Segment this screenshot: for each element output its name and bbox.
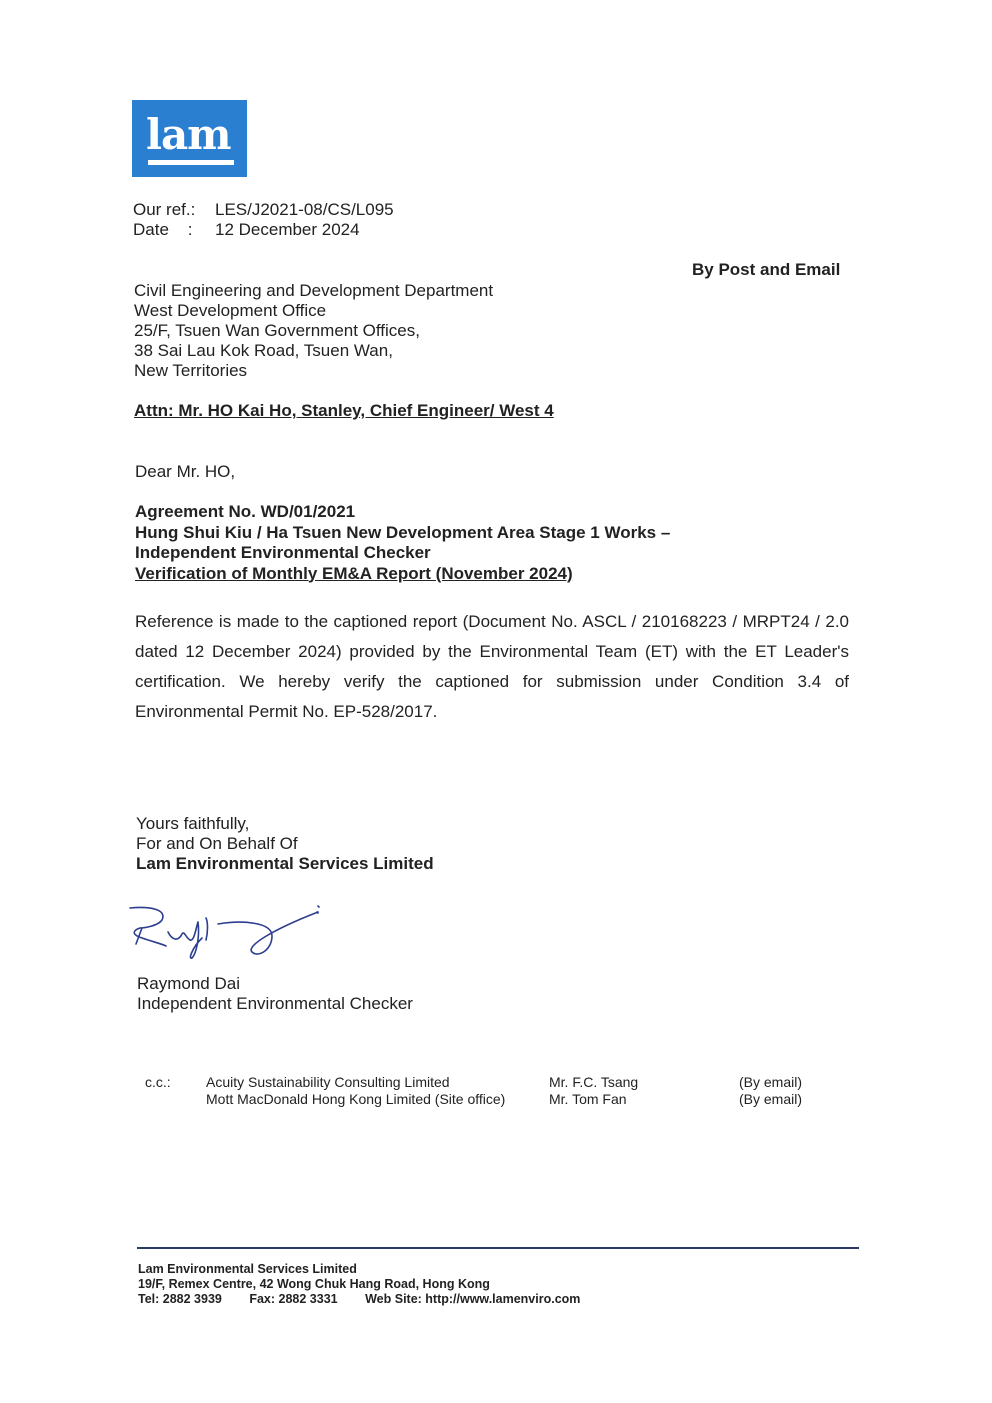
our-ref-value: LES/J2021-08/CS/L095 [215, 200, 394, 219]
footer-company: Lam Environmental Services Limited [138, 1262, 357, 1276]
cc-org: Mott MacDonald Hong Kong Limited (Site office) [206, 1091, 506, 1107]
cc-persons [549, 1074, 638, 1108]
footer-tel: Tel: 2882 3939 [138, 1292, 222, 1306]
cc-organizations [206, 1074, 505, 1108]
company-logo [132, 100, 247, 177]
subject-agreement: Agreement No. WD/01/2021 [135, 502, 356, 521]
signer-title: Independent Environmental Checker [137, 994, 413, 1013]
handwritten-signature [122, 898, 332, 968]
address-line: West Development Office [134, 301, 327, 320]
footer [138, 1262, 604, 1307]
subject-block [135, 502, 670, 584]
signer-block [137, 974, 413, 1014]
date-value: 12 December 2024 [215, 220, 360, 239]
cc-org: Acuity Sustainability Consulting Limited [206, 1074, 450, 1090]
address-line: Civil Engineering and Development Department [134, 281, 494, 300]
delivery-method: By Post and Email [692, 260, 841, 279]
footer-website: Web Site: http://www.lamenviro.com [365, 1292, 581, 1306]
signer-name: Raymond Dai [137, 974, 240, 993]
cc-label: c.c.: [145, 1074, 171, 1090]
address-line: New Territories [134, 361, 248, 380]
cc-method: (By email) [739, 1074, 803, 1090]
closing-company: Lam Environmental Services Limited [136, 854, 434, 873]
our-ref-label: Our ref.: [133, 200, 196, 219]
attention-line: Attn: Mr. HO Kai Ho, Stanley, Chief Engineer/ West 4 [134, 401, 554, 420]
closing-line: For and On Behalf Of [136, 834, 298, 853]
salutation: Dear Mr. HO, [135, 462, 236, 481]
cc-person: Mr. F.C. Tsang [549, 1074, 639, 1090]
body-paragraph: Reference is made to the captioned report (Document No. ASCL / 210168223 / MRPT24 / 2.0 dated 12 December 2024) provided by the Environmental Team (ET) with the ET Leader's certification. We hereby verify the captioned for submission under Condition 3.4 of Environmental Permit No. EP-528/2017. [135, 612, 849, 721]
footer-address: 19/F, Remex Centre, 42 Wong Chuk Hang Road, Hong Kong [138, 1277, 490, 1291]
cc-person: Mr. Tom Fan [549, 1091, 627, 1107]
footer-fax: Fax: 2882 3331 [249, 1292, 338, 1306]
recipient-address [134, 281, 493, 381]
closing-line: Yours faithfully, [136, 814, 250, 833]
logo-text: lam [146, 110, 231, 159]
logo-underline [148, 160, 234, 165]
date-row [133, 220, 394, 240]
reference-block [133, 200, 394, 240]
date-label: Date : [133, 220, 193, 239]
subject-project: Hung Shui Kiu / Ha Tsuen New Development Area Stage 1 Works – [135, 522, 671, 542]
subject-role: Independent Environmental Checker [135, 543, 431, 562]
address-line: 38 Sai Lau Kok Road, Tsuen Wan, [134, 341, 393, 360]
cc-method: (By email) [739, 1091, 803, 1107]
closing-block [136, 814, 434, 874]
our-ref-row [133, 200, 394, 220]
subject-title: Verification of Monthly EM&A Report (November 2024) [135, 563, 573, 583]
address-line: 25/F, Tsuen Wan Government Offices, [134, 321, 420, 340]
cc-methods [739, 1074, 802, 1108]
footer-contact-row [138, 1292, 604, 1307]
footer-divider [137, 1247, 859, 1249]
